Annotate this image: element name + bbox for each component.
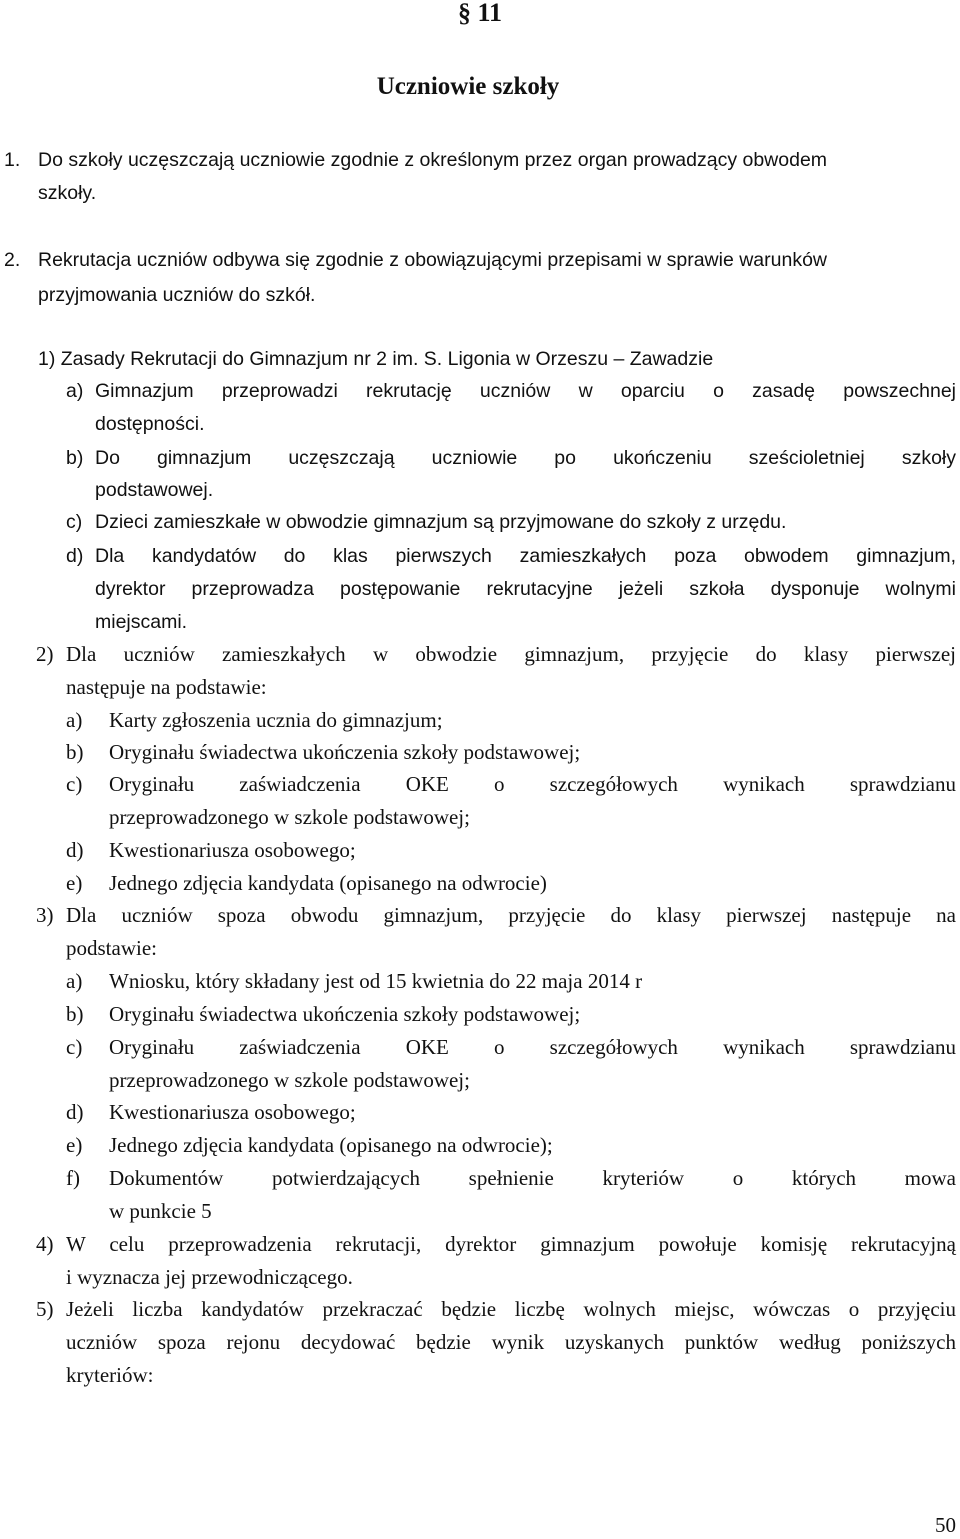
rules-section-3-line-1: Dla uczniów spoza obwodu gimnazjum, przyjęcie do klasy pierwszej następuje na bbox=[66, 903, 956, 927]
item-1d-line-2: dyrektor przeprowadza postępowanie rekrutacyjne jeżeli szkoła dysponuje wolnymi bbox=[95, 578, 956, 600]
item-1a-marker: a) bbox=[66, 380, 84, 402]
item-3d-text: Kwestionariusza osobowego; bbox=[109, 1100, 356, 1124]
item-3f-line-2: w punkcie 5 bbox=[109, 1199, 212, 1223]
item-1d-line-1: Dla kandydatów do klas pierwszych zamieszkałych poza obwodem gimnazjum, bbox=[95, 545, 956, 567]
item-3c-line-2: przeprowadzonego w szkole podstawowej; bbox=[109, 1068, 470, 1092]
item-2a-text: Karty zgłoszenia ucznia do gimnazjum; bbox=[109, 708, 443, 732]
item-1a-line-1: Gimnazjum przeprowadzi rekrutację uczniów w oparciu o zasadę powszechnej bbox=[95, 380, 956, 402]
rules-section-4-line-1: W celu przeprowadzenia rekrutacji, dyrektor gimnazjum powołuje komisję rekrutacyjną bbox=[66, 1232, 956, 1256]
item-2b-text: Oryginału świadectwa ukończenia szkoły podstawowej; bbox=[109, 740, 581, 764]
item-1a-line-2: dostępności. bbox=[95, 413, 205, 435]
item-3d-marker: d) bbox=[66, 1100, 84, 1124]
rules-section-5-number: 5) bbox=[36, 1297, 54, 1321]
item-3e-text: Jednego zdjęcia kandydata (opisanego na odwrocie); bbox=[109, 1133, 553, 1157]
paragraph-2-line-1: Rekrutacja uczniów odbywa się zgodnie z obowiązującymi przepisami w sprawie warunków bbox=[38, 249, 828, 271]
page-number: 50 bbox=[935, 1513, 956, 1537]
rules-section-5-line-1: Jeżeli liczba kandydatów przekraczać będzie liczbę wolnych miejsc, wówczas o przyjęciu bbox=[66, 1297, 956, 1321]
item-2e-text: Jednego zdjęcia kandydata (opisanego na odwrocie) bbox=[109, 871, 547, 895]
item-2c-marker: c) bbox=[66, 772, 83, 796]
rules-section-4-number: 4) bbox=[36, 1232, 54, 1256]
item-2d-text: Kwestionariusza osobowego; bbox=[109, 838, 356, 862]
rules-section-2-number: 2) bbox=[36, 642, 54, 666]
item-3f-line-1: Dokumentów potwierdzających spełnienie kryteriów o których mowa bbox=[109, 1166, 956, 1190]
item-2d-marker: d) bbox=[66, 838, 84, 862]
item-3a-marker: a) bbox=[66, 969, 83, 993]
section-number: § 11 bbox=[457, 0, 503, 27]
item-3b-text: Oryginału świadectwa ukończenia szkoły podstawowej; bbox=[109, 1002, 581, 1026]
item-2c-line-1: Oryginału zaświadczenia OKE o szczegółowych wynikach sprawdzianu bbox=[109, 772, 956, 796]
paragraph-2-line-2: przyjmowania uczniów do szkół. bbox=[38, 284, 316, 306]
item-2b-marker: b) bbox=[66, 740, 84, 764]
paragraph-2-number: 2. bbox=[4, 249, 21, 271]
item-1c-line-1: Dzieci zamieszkałe w obwodzie gimnazjum są przyjmowane do szkoły z urzędu. bbox=[95, 511, 787, 533]
item-3c-marker: c) bbox=[66, 1035, 83, 1059]
item-3a-text: Wniosku, który składany jest od 15 kwietnia do 22 maja 2014 r bbox=[109, 969, 643, 993]
item-1b-line-1: Do gimnazjum uczęszczają uczniowie po ukończeniu sześcioletniej szkoły bbox=[95, 447, 956, 469]
item-1c-marker: c) bbox=[66, 511, 83, 533]
paragraph-1-number: 1. bbox=[4, 149, 21, 171]
item-3e-marker: e) bbox=[66, 1133, 83, 1157]
rules-section-4-line-2: i wyznacza jej przewodniczącego. bbox=[66, 1265, 353, 1289]
rules-section-3-line-2: podstawie: bbox=[66, 936, 157, 960]
paragraph-1-line-1: Do szkoły uczęszczają uczniowie zgodnie z określonym przez organ prowadzący obwodem bbox=[38, 149, 828, 171]
item-1d-line-3: miejscami. bbox=[95, 611, 188, 633]
rules-section-2-line-2: następuje na podstawie: bbox=[66, 675, 267, 699]
item-1b-line-2: podstawowej. bbox=[95, 479, 214, 501]
item-2e-marker: e) bbox=[66, 871, 83, 895]
item-3f-marker: f) bbox=[66, 1166, 80, 1190]
item-1b-marker: b) bbox=[66, 447, 84, 469]
item-1d-marker: d) bbox=[66, 545, 84, 567]
item-2c-line-2: przeprowadzonego w szkole podstawowej; bbox=[109, 805, 470, 829]
section-title: Uczniowie szkoły bbox=[376, 73, 560, 100]
rules-section-5-line-2: uczniów spoza rejonu decydować będzie wynik uzyskanych punktów według poniższych bbox=[66, 1330, 956, 1354]
rules-section-1-heading: 1) Zasady Rekrutacji do Gimnazjum nr 2 im. S. Ligonia w Orzeszu – Zawadzie bbox=[38, 348, 714, 370]
rules-section-3-number: 3) bbox=[36, 903, 54, 927]
rules-section-2-line-1: Dla uczniów zamieszkałych w obwodzie gimnazjum, przyjęcie do klasy pierwszej bbox=[66, 642, 956, 666]
item-3b-marker: b) bbox=[66, 1002, 84, 1026]
rules-section-5-line-3: kryteriów: bbox=[66, 1363, 154, 1387]
item-3c-line-1: Oryginału zaświadczenia OKE o szczegółowych wynikach sprawdzianu bbox=[109, 1035, 956, 1059]
item-2a-marker: a) bbox=[66, 708, 83, 732]
paragraph-1-line-2: szkoły. bbox=[38, 182, 97, 204]
